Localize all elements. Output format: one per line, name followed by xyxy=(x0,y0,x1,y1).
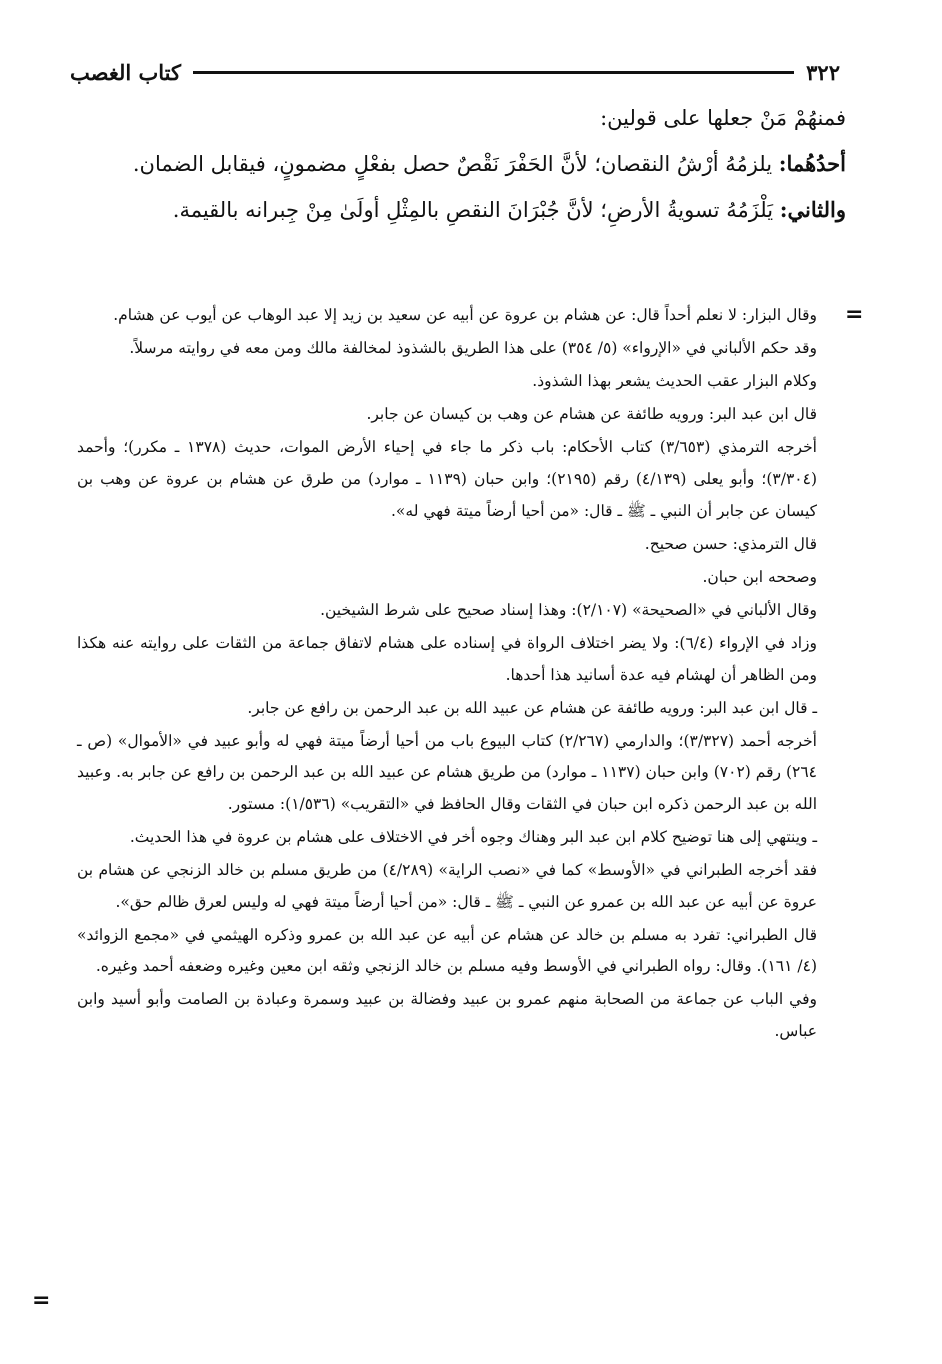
page-header xyxy=(70,52,840,92)
main-first-opinion xyxy=(76,143,846,185)
footnote-paragraph: وصححه ابن حبان. xyxy=(702,567,817,586)
header-rule xyxy=(193,71,794,74)
footnote-paragraph: وكلام البزار عقب الحديث يشعر بهذا الشذوذ. xyxy=(532,372,817,391)
footnote-paragraph: وفي الباب عن جماعة من الصحابة منهم عمرو بن عبيد وفضالة بن عبيد وسمرة وعبادة بن الصامت وأبو أسيد وابن عباس. xyxy=(77,990,817,1041)
footnote-paragraph: وقال الألباني في «الصحيحة» (٢/١٠٧): وهذا إسناد صحيح على شرط الشيخين. xyxy=(320,600,817,619)
page-number: ٣٢٢ xyxy=(806,59,840,85)
footnote-paragraph: أخرجه أحمد (٣/٣٢٧)؛ والدارمي (٢/٢٦٧) كتاب البيوع باب من أحيا أرضاً ميتة فهي له وأبو عبيد في «الأموال» (ص ـ ٢٦٤) رقم (٧٠٢) وابن حبان (١١٣٧ ـ موارد) من طريق هشام عن عبيد الله بن عبد الرحمن بن رافع عن جابر به. وعبيد الله بن عبد الرحمن ذكره ابن حبان في الثقات وقال الحافظ في «التقريب» (١/٥٣٦): مستور. xyxy=(77,731,817,813)
footnote-end-mark: = xyxy=(32,1288,51,1313)
main-intro: فمنهُمْ مَنْ جعلها على قولين: xyxy=(600,106,846,130)
second-opinion-label: والثاني: xyxy=(779,197,846,222)
book-title: كتاب الغصب xyxy=(70,59,182,85)
footnote-paragraph: أخرجه الترمذي (٣/٦٥٣) كتاب الأحكام: باب ذكر ما جاء في إحياء الأرض الموات، حديث (١٣٧٨ ـ مكرر)؛ وأحمد (٣/٣٠٤)؛ وأبو يعلى (٤/١٣٩) رقم (٢١٩٥)؛ وابن حبان (١١٣٩ ـ موارد) من طرق عن هشام بن عروة عن وهب بن كيسان عن جابر أن النبي ـ ﷺ ـ قال: «من أحيا أرضاً ميتة فهي له». xyxy=(77,438,817,520)
first-opinion-label: أحدُهُما: xyxy=(778,151,846,176)
footnote-paragraph: قال الطبراني: تفرد به مسلم بن خالد عن هشام عن أبيه عن عبد الله بن عمرو وذكره الهيثمي في «مجمع الزوائد» (٤/ ١٦١). وقال: رواه الطبراني في الأوسط وفيه مسلم بن خالد الزنجي وثقه ابن معين وغيره وضعفه أحمد وغيره. xyxy=(77,925,817,976)
footnote-paragraph: فقد أخرجه الطبراني في «الأوسط» كما في «نصب الراية» (٤/٢٨٩) من طريق مسلم بن خالد الزنجي عن هشام بن عروة عن أبيه عن عبد الله بن عمرو عن النبي ـ ﷺ ـ قال: «من أحيا أرضاً ميتة فهي له وليس لعرق ظالم حق». xyxy=(77,861,817,911)
footnote-paragraph: وزاد في الإرواء (٦/٤): ولا يضر اختلاف الرواة في إسناده على هشام لاتفاق جماعة من الثقات على روايته عنه هكذا ومن الظاهر أن لهشام فيه عدة أسانيد هذا أحدها. xyxy=(77,633,818,684)
main-second-opinion xyxy=(76,189,846,231)
main-text xyxy=(76,98,846,235)
second-opinion-text: يَلْزَمُهُ تسويةُ الأرضِ؛ لأنَّ جُبْرَانَ النقصِ بالمِثْلِ أولَىٰ مِنْ جِبرانه بالقيمة. xyxy=(172,198,774,222)
footnote-paragraph: قال الترمذي: حسن صحيح. xyxy=(644,534,817,553)
footnote-paragraph: وقال البزار: لا نعلم أحداً قال: عن هشام بن عروة عن أبيه عن سعيد بن زيد إلا عبد الوهاب عن أيوب عن هشام. xyxy=(113,306,817,324)
footnotes xyxy=(77,300,817,1049)
first-opinion-text: يلزمُهُ أرْشُ النقصان؛ لأنَّ الحَفْرَ نَقْصٌ حصل بفعْلٍ مضمونٍ، فيقابل الضمان. xyxy=(132,152,773,176)
footnote-paragraph: ـ قال ابن عبد البر: ورويه طائفة عن هشام عن عبيد الله بن عبد الرحمن بن رافع عن جابر. xyxy=(247,698,817,717)
footnote-paragraph: وقد حكم الألباني في «الإرواء» (٥/ ٣٥٤) على هذا الطريق بالشذوذ لمخالفة مالك ومن معه في روايته مرسلاً. xyxy=(129,339,817,358)
footnote-paragraph: قال ابن عبد البر: ورويه طائفة عن هشام عن وهب بن كيسان عن جابر. xyxy=(366,405,817,424)
footnote-continuation-mark: = xyxy=(845,302,864,327)
footnote-paragraph: ـ وينتهي إلى هنا توضيح كلام ابن عبد البر وهناك وجوه أخر في الاختلاف على هشام بن عروة في هذا الحديث. xyxy=(129,828,817,846)
